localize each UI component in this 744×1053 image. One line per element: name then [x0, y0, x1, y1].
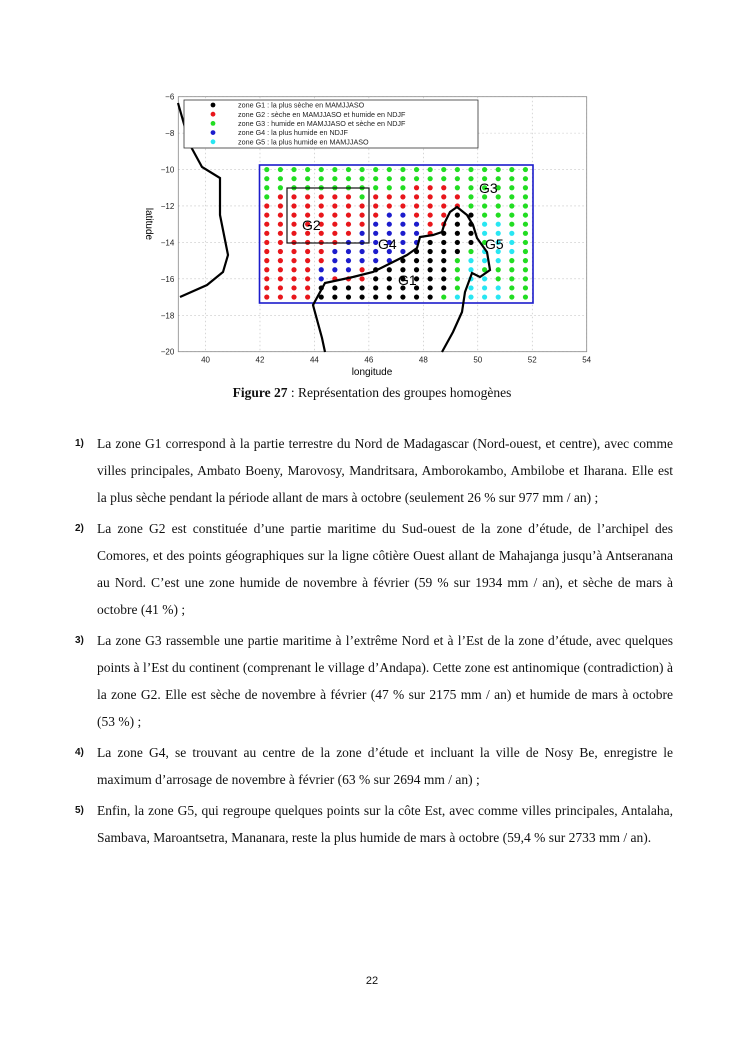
grid-point-g2: [455, 194, 460, 199]
grid-point-g5: [468, 267, 473, 272]
grid-point-g3: [509, 267, 514, 272]
grid-point-g2: [332, 194, 337, 199]
grid-point-g3: [496, 267, 501, 272]
grid-point-g2: [278, 240, 283, 245]
grid-point-g3: [496, 276, 501, 281]
grid-point-g2: [278, 194, 283, 199]
grid-point-g2: [264, 203, 269, 208]
grid-point-g3: [428, 176, 433, 181]
grid-point-g1: [441, 240, 446, 245]
grid-point-g2: [305, 258, 310, 263]
legend-label-g2: zone G2 : sèche en MAMJJASO et humide en NDJF: [238, 109, 406, 119]
zone-label-g5: G5: [485, 236, 504, 252]
grid-point-g3: [264, 167, 269, 172]
grid-point-g2: [264, 267, 269, 272]
figure-zone-map: [0, 0, 744, 390]
grid-point-g4: [359, 258, 364, 263]
grid-point-g5: [468, 258, 473, 263]
grid-point-g3: [278, 185, 283, 190]
grid-point-g2: [332, 212, 337, 217]
grid-point-g4: [400, 231, 405, 236]
grid-point-g5: [509, 249, 514, 254]
grid-point-g3: [278, 176, 283, 181]
grid-point-g1: [428, 249, 433, 254]
grid-point-g1: [346, 285, 351, 290]
grid-point-g3: [509, 203, 514, 208]
zone-label-g2: G2: [302, 217, 321, 233]
grid-point-g3: [400, 167, 405, 172]
x-tick-label: 40: [201, 355, 210, 365]
grid-point-g2: [319, 249, 324, 254]
grid-point-g3: [291, 176, 296, 181]
grid-point-g2: [278, 276, 283, 281]
x-tick-label: 54: [582, 355, 592, 365]
grid-point-g2: [428, 185, 433, 190]
grid-point-g2: [291, 285, 296, 290]
grid-point-g1: [441, 276, 446, 281]
grid-point-g2: [305, 203, 310, 208]
legend-label-g5: zone G5 : la plus humide en MAMJJASO: [238, 137, 369, 147]
grid-point-g1: [414, 258, 419, 263]
grid-point-g2: [305, 294, 310, 299]
grid-point-g3: [455, 185, 460, 190]
grid-point-g2: [441, 203, 446, 208]
legend-marker-g3: [211, 121, 216, 126]
grid-point-g3: [455, 258, 460, 263]
list-item: [75, 515, 673, 623]
legend-label-g1: zone G1 : la plus sèche en MAMJJASO: [238, 100, 365, 110]
grid-point-g1: [428, 258, 433, 263]
grid-point-g3: [496, 167, 501, 172]
grid-point-g3: [523, 267, 528, 272]
grid-point-g2: [291, 258, 296, 263]
grid-point-g3: [373, 167, 378, 172]
grid-point-g2: [319, 258, 324, 263]
grid-point-g3: [482, 212, 487, 217]
grid-point-g1: [387, 276, 392, 281]
grid-point-g2: [387, 194, 392, 199]
grid-point-g2: [278, 222, 283, 227]
grid-point-g5: [482, 276, 487, 281]
grid-point-g3: [523, 258, 528, 263]
grid-point-g3: [509, 285, 514, 290]
grid-point-g5: [509, 240, 514, 245]
grid-point-g3: [523, 276, 528, 281]
grid-point-g2: [346, 231, 351, 236]
grid-point-g1: [455, 249, 460, 254]
list-text: La zone G1 correspond à la partie terrestre du Nord de Madagascar (Nord-ouest, et centre), avec comme villes principales, Ambato Boeny, Marovosy, Mandritsara, Amborokambo, Ambilobe et Iharana. Elle est la plus sèche pendant la période allant de mars à octobre (seulement 26 % sur 977 mm / an) ;: [97, 436, 673, 505]
grid-point-g3: [509, 258, 514, 263]
grid-point-g2: [359, 203, 364, 208]
grid-point-g1: [400, 294, 405, 299]
y-tick-label: −10: [160, 165, 175, 175]
grid-point-g3: [455, 285, 460, 290]
grid-point-g4: [346, 267, 351, 272]
figure-caption: [0, 385, 744, 401]
grid-point-g2: [305, 249, 310, 254]
grid-point-g4: [387, 222, 392, 227]
grid-point-g3: [264, 176, 269, 181]
grid-point-g2: [387, 203, 392, 208]
grid-point-g4: [332, 258, 337, 263]
list-number: 5): [75, 805, 84, 816]
grid-point-g3: [359, 176, 364, 181]
grid-point-g3: [468, 194, 473, 199]
g2-box: [287, 188, 369, 243]
grid-point-g1: [346, 294, 351, 299]
grid-point-g4: [373, 222, 378, 227]
grid-point-g3: [523, 285, 528, 290]
grid-point-g4: [319, 267, 324, 272]
x-tick-label: 52: [527, 355, 537, 365]
grid-point-g3: [455, 276, 460, 281]
grid-point-g3: [387, 167, 392, 172]
grid-point-g3: [468, 176, 473, 181]
page-number: 22: [365, 975, 379, 987]
grid-point-g3: [387, 176, 392, 181]
grid-point-g4: [400, 212, 405, 217]
grid-point-g3: [359, 194, 364, 199]
grid-point-g2: [305, 276, 310, 281]
grid-point-g5: [482, 285, 487, 290]
grid-point-g2: [400, 203, 405, 208]
grid-point-g3: [523, 176, 528, 181]
grid-point-g1: [428, 267, 433, 272]
grid-point-g3: [414, 167, 419, 172]
grid-point-g2: [278, 203, 283, 208]
grid-point-g3: [332, 176, 337, 181]
grid-point-g3: [359, 167, 364, 172]
grid-point-g3: [523, 231, 528, 236]
grid-point-g2: [359, 222, 364, 227]
grid-point-g2: [332, 222, 337, 227]
grid-point-g3: [346, 167, 351, 172]
grid-point-g2: [441, 212, 446, 217]
grid-point-g3: [319, 167, 324, 172]
grid-point-g2: [428, 222, 433, 227]
grid-point-g5: [455, 294, 460, 299]
grid-point-g2: [291, 194, 296, 199]
grid-point-g3: [509, 194, 514, 199]
list-number: 3): [75, 635, 84, 646]
grid-point-g3: [468, 167, 473, 172]
grid-point-g1: [359, 285, 364, 290]
legend-marker-g2: [211, 112, 216, 117]
grid-point-g2: [291, 222, 296, 227]
grid-point-g1: [441, 285, 446, 290]
grid-point-g1: [359, 294, 364, 299]
y-tick-label: −12: [160, 201, 175, 211]
grid-point-g4: [414, 231, 419, 236]
grid-point-g3: [496, 203, 501, 208]
grid-point-g2: [441, 194, 446, 199]
grid-point-g2: [278, 267, 283, 272]
grid-point-g3: [509, 294, 514, 299]
list-text: Enfin, la zone G5, qui regroupe quelques points sur la côte Est, avec comme villes principales, Antalaha, Sambava, Maroantsetra, Mananara, reste la plus humide de mars à octobre (59,4 % sur 2733 mm / an).: [97, 803, 673, 845]
list-number: 1): [75, 438, 84, 449]
grid-point-g2: [319, 203, 324, 208]
grid-point-g3: [523, 194, 528, 199]
grid-point-g2: [414, 185, 419, 190]
x-axis-label: longitude: [351, 367, 393, 378]
zone-label-g3: G3: [479, 180, 498, 196]
grid-point-g5: [496, 258, 501, 263]
grid-point-g1: [387, 267, 392, 272]
grid-point-g2: [278, 231, 283, 236]
grid-point-g2: [291, 249, 296, 254]
grid-point-g2: [319, 194, 324, 199]
grid-point-g3: [455, 176, 460, 181]
grid-point-g2: [278, 212, 283, 217]
list-item: [75, 739, 673, 793]
grid-point-g1: [373, 276, 378, 281]
grid-point-g5: [496, 222, 501, 227]
grid-point-g5: [468, 285, 473, 290]
grid-point-g2: [264, 294, 269, 299]
grid-point-g5: [482, 294, 487, 299]
zone-description-list: [75, 430, 673, 855]
y-tick-label: −14: [160, 238, 175, 248]
grid-point-g3: [278, 167, 283, 172]
grid-point-g3: [319, 176, 324, 181]
grid-point-g3: [414, 176, 419, 181]
grid-point-g3: [400, 176, 405, 181]
figure-caption-text: : Représentation des groupes homogènes: [287, 385, 512, 400]
grid-point-g2: [291, 203, 296, 208]
y-tick-label: −8: [165, 129, 175, 139]
grid-point-g1: [414, 294, 419, 299]
grid-point-g1: [428, 285, 433, 290]
grid-point-g2: [441, 185, 446, 190]
grid-point-g4: [332, 267, 337, 272]
grid-point-g2: [373, 212, 378, 217]
grid-point-g3: [482, 203, 487, 208]
list-number: 2): [75, 523, 84, 534]
grid-point-g3: [496, 212, 501, 217]
grid-point-g3: [332, 167, 337, 172]
grid-point-g2: [332, 203, 337, 208]
grid-point-g2: [414, 194, 419, 199]
grid-point-g2: [264, 276, 269, 281]
grid-point-g3: [523, 185, 528, 190]
grid-point-g1: [441, 258, 446, 263]
grid-point-g2: [305, 267, 310, 272]
grid-point-g2: [414, 203, 419, 208]
grid-point-g3: [305, 176, 310, 181]
grid-point-g1: [441, 249, 446, 254]
grid-point-g3: [468, 185, 473, 190]
grid-point-g4: [346, 258, 351, 263]
grid-point-g5: [468, 294, 473, 299]
list-text: La zone G4, se trouvant au centre de la zone d’étude et incluant la ville de Nosy Be, enregistre le maximum d’arrosage de novembre à février (63 % sur 2694 mm / an) ;: [97, 745, 673, 787]
grid-point-g3: [373, 176, 378, 181]
grid-point-g3: [523, 249, 528, 254]
grid-point-g1: [373, 294, 378, 299]
grid-point-g2: [359, 212, 364, 217]
grid-point-g1: [428, 240, 433, 245]
grid-point-g3: [264, 194, 269, 199]
grid-point-g1: [455, 222, 460, 227]
grid-point-g4: [373, 258, 378, 263]
grid-point-g3: [509, 185, 514, 190]
grid-point-g2: [264, 258, 269, 263]
grid-point-g2: [264, 231, 269, 236]
grid-point-g2: [373, 194, 378, 199]
grid-point-g2: [332, 231, 337, 236]
grid-point-g2: [264, 240, 269, 245]
grid-point-g2: [428, 194, 433, 199]
grid-point-g3: [509, 276, 514, 281]
legend: [184, 100, 478, 148]
grid-point-g3: [305, 167, 310, 172]
grid-point-g1: [455, 240, 460, 245]
grid-point-g3: [523, 203, 528, 208]
list-item: [75, 627, 673, 735]
grid-point-g3: [373, 185, 378, 190]
grid-point-g4: [387, 212, 392, 217]
legend-marker-g1: [211, 103, 216, 108]
grid-point-g2: [428, 203, 433, 208]
legend-marker-g5: [211, 139, 216, 144]
y-tick-label: −20: [160, 347, 175, 357]
list-text: La zone G3 rassemble une partie maritime à l’extrême Nord et à l’Est de la zone d’étude, avec quelques points à l’Est du continent (comprenant le village d’Andapa). Cette zone est antinomique (contradiction) à la zone G2. Elle est sèche de novembre à février (47 % sur 2175 mm / an) et humide de mars à octobre (53 %) ;: [97, 633, 673, 729]
grid-point-g5: [496, 294, 501, 299]
x-tick-label: 48: [418, 355, 428, 365]
y-axis-label: latitude: [143, 207, 154, 241]
grid-point-g5: [482, 222, 487, 227]
list-number: 4): [75, 747, 84, 758]
grid-point-g1: [373, 285, 378, 290]
grid-point-g3: [523, 167, 528, 172]
grid-point-g2: [264, 285, 269, 290]
grid-point-g4: [332, 249, 337, 254]
grid-point-g3: [441, 176, 446, 181]
legend-label-g4: zone G4 : la plus humide en NDJF: [238, 128, 348, 138]
grid-point-g1: [332, 285, 337, 290]
grid-point-g2: [264, 222, 269, 227]
grid-point-g4: [400, 222, 405, 227]
grid-point-g2: [373, 203, 378, 208]
grid-point-g4: [359, 231, 364, 236]
grid-point-g2: [305, 194, 310, 199]
grid-point-g2: [278, 258, 283, 263]
x-tick-label: 42: [255, 355, 265, 365]
grid-point-g3: [264, 185, 269, 190]
grid-point-g2: [291, 276, 296, 281]
grid-point-g1: [455, 231, 460, 236]
grid-point-g2: [346, 222, 351, 227]
grid-point-g3: [523, 222, 528, 227]
grid-point-g2: [346, 203, 351, 208]
grid-point-g2: [291, 294, 296, 299]
grid-point-g2: [305, 285, 310, 290]
x-tick-label: 50: [473, 355, 483, 365]
grid-point-g2: [264, 212, 269, 217]
grid-point-g3: [455, 267, 460, 272]
grid-point-g4: [400, 240, 405, 245]
grid-point-g1: [332, 294, 337, 299]
grid-point-g2: [291, 212, 296, 217]
grid-point-g3: [509, 212, 514, 217]
grid-point-g1: [428, 294, 433, 299]
grid-point-g3: [523, 294, 528, 299]
grid-point-g2: [291, 267, 296, 272]
grid-point-g3: [441, 167, 446, 172]
grid-point-g4: [400, 249, 405, 254]
grid-point-g4: [319, 276, 324, 281]
list-item: [75, 797, 673, 851]
grid-point-g3: [509, 176, 514, 181]
grid-point-g2: [291, 231, 296, 236]
grid-point-g3: [509, 167, 514, 172]
grid-point-g2: [400, 194, 405, 199]
grid-point-g3: [509, 222, 514, 227]
grid-point-g1: [468, 231, 473, 236]
grid-point-g2: [278, 285, 283, 290]
grid-point-g3: [428, 167, 433, 172]
grid-point-g2: [264, 249, 269, 254]
grid-point-g2: [359, 267, 364, 272]
legend-label-g3: zone G3 : humide en MAMJJASO et sèche en NDJF: [238, 119, 406, 128]
grid-point-g3: [455, 167, 460, 172]
grid-point-g2: [346, 212, 351, 217]
grid-point-g3: [523, 240, 528, 245]
legend-marker-g4: [211, 130, 216, 135]
grid-point-g2: [278, 249, 283, 254]
list-text: La zone G2 est constituée d’une partie maritime du Sud-ouest de la zone d’étude, de l’archipel des Comores, et des points géographiques sur la ligne côtière Ouest allant de Mahajanga jusqu’à Antseranana au Nord. C’est une zone humide de novembre à février (59 % sur 1934 mm / an), et sèche de mars à octobre (41 %) ;: [97, 521, 673, 617]
zone-label-g4: G4: [378, 236, 397, 252]
grid-point-g1: [428, 276, 433, 281]
x-tick-label: 44: [309, 355, 319, 365]
grid-point-g4: [359, 249, 364, 254]
grid-point-g1: [468, 240, 473, 245]
grid-point-g5: [496, 285, 501, 290]
grid-point-g2: [278, 294, 283, 299]
y-tick-label: −18: [160, 311, 175, 321]
grid-point-g4: [414, 222, 419, 227]
grid-point-g3: [441, 294, 446, 299]
figure-caption-label: Figure 27: [232, 385, 288, 400]
grid-point-g2: [346, 194, 351, 199]
grid-point-g1: [387, 294, 392, 299]
list-item: [75, 430, 673, 511]
grid-point-g3: [468, 249, 473, 254]
grid-point-g5: [509, 231, 514, 236]
grid-point-g3: [291, 167, 296, 172]
grid-point-g3: [468, 203, 473, 208]
y-tick-label: −6: [165, 92, 175, 102]
grid-point-g2: [414, 212, 419, 217]
grid-point-g2: [359, 276, 364, 281]
grid-point-g3: [400, 185, 405, 190]
grid-point-g1: [387, 285, 392, 290]
grid-point-g1: [441, 267, 446, 272]
x-tick-label: 46: [364, 355, 374, 365]
grid-point-g4: [346, 249, 351, 254]
zone-label-g1: G1: [398, 272, 417, 288]
grid-point-g2: [428, 212, 433, 217]
y-tick-label: −16: [160, 274, 175, 284]
grid-point-g1: [455, 212, 460, 217]
grid-point-g3: [523, 212, 528, 217]
grid-point-g5: [482, 258, 487, 263]
grid-point-g3: [346, 176, 351, 181]
grid-point-g3: [482, 167, 487, 172]
grid-point-g3: [387, 185, 392, 190]
